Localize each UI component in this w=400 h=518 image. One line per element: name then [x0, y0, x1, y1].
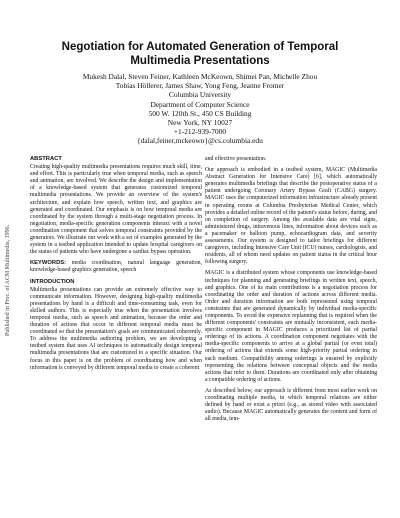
phone: +1-212-939-7000 [173, 127, 227, 137]
introduction-text: Multimedia presentations can provide an extremely effective way to communicate information. However, designing high-quality multimedia presentations by hand is a difficult and time-consuming task, even for skilled authors. This is especially true when the presentation involves temporal media, such as speech and animation, because the order and duration of actions that occur in different temporal media must be coordinated so that the presentation's goals are communicated coherently. To address the multimedia authoring problem, we are developing a testbed system that uses AI techniques to automatically design temporal multimedia presentations that are customized to a specific situation. Our focus in this paper is on the problem of coordinating how and when information is conveyed by different temporal media to create a coherent [30, 286, 202, 371]
keywords-label: KEYWORDS: [30, 260, 67, 267]
paragraph-approach: Our approach is embodied in a testbed system, MAGIC (Multimedia Abstract Generation for Intensive Care) [6], which automatically generates multimedia briefings that describe the postoperative status of a patient undergoing Coronary Artery Bypass Graft (CABG) surgery. MAGIC uses the computerized information infrastructure already present in operating rooms at Columbia Presbyterian Medical Center, which provides a detailed online record of the patient's status before, during, and on completion of surgery. Among the available data are vital signs, administered drugs, intravenous lines, information about devices such as a pacemaker or balloon pump, echocardiogram data, and severity assessments. Our system is designed to tailor briefings for different caregivers, including Intensive Care Unit (ICU) nurses, cardiologists, and residents, all of whom need updates on patient status in the critical hour following surgery. [205, 167, 377, 266]
title-line-2: Multimedia Presentations [130, 55, 270, 67]
emails: {dalal,feiner,mckeown}@cs.columbia.edu [137, 136, 263, 146]
introduction-heading: INTRODUCTION [30, 278, 75, 285]
abstract-text: Creating high-quality multimedia presentations requires much skill, time, and effort. This is particularly true when temporal media, such as speech and animation, are involved. We describe the design and implementation of a knowledge-based system that generates customized temporal multimedia presentations. We provide an overview of the system's architecture, and explain how speech, written text, and graphics are generated and coordinated. Our emphasis is on how temporal media are coordinated by the system through a multi-stage negotiation process. In negotiation, media-specific generation components interact with a novel coordination component that solves temporal constraints provided by the generators. We illustrate our work with a set of examples generated by the system in a testbed application intended to update hospital caregivers on the status of patients who have undergone a cardiac bypass operation. [30, 164, 202, 256]
address-city: New York, NY 10027 [167, 118, 233, 128]
keywords-text: media coordination, natural language generation, knowledge-based graphics generation, speech [30, 260, 203, 274]
keywords-paragraph [30, 260, 202, 274]
affiliation: Columbia University [168, 90, 232, 100]
title-line-1: Negotiation for Automated Generation of Temporal [61, 41, 339, 53]
publication-note: Published in Proc. of ACM Multimedia, 1996. [5, 224, 11, 336]
authors-line-2: Tobias Höllerer, James Shaw, Yong Feng, Jeanne Fromer [115, 81, 285, 91]
paragraph-continuation: and effective presentation. [205, 156, 267, 162]
left-column [30, 156, 202, 376]
address-street: 500 W. 120th St., 450 CS Building [148, 108, 252, 118]
right-column [205, 156, 377, 427]
paper-title [40, 40, 360, 68]
authors-line-1: Mukesh Dalal, Steven Feiner, Kathleen McKeown, Shimei Pan, Michelle Zhou [82, 72, 318, 81]
paragraph-magic-system: MAGIC is a distributed system whose components use knowledge-based techniques for planning and generating briefings in written text, speech, and graphics. One of its main contributions is a negotiation process for coordinating the order and duration of actions across different media. Order and duration information are both represented using temporal constraints that are generated dynamically by individual media-specific components. To avoid the expensive replanning that is required when the different components' constraints are mutually inconsistent, each media-specific component in MAGIC produces a prioritized list of partial orderings of its actions. A coordination component negotiates with the media-specific components to arrive at a global partial (or even total) ordering of actions that extends some high-priority partial ordering in each medium. Compatibility among orderings is ensured by explicitly representing the relations between conceptual objects and the media actions that refer to them. Durations are coordinated only after obtaining a compatible ordering of actions. [205, 270, 377, 383]
abstract-heading: ABSTRACT [30, 156, 62, 162]
department: Department of Computer Science [150, 99, 250, 109]
author-block [40, 72, 360, 146]
paragraph-related-work: As described below, our approach is different from most earlier work on coordinating multiple media, in which temporal relations are either defined by hand or exist a priori (e.g., as stored video with associated audio). Because MAGIC automatically generates the content and form of all media, tem- [205, 387, 377, 423]
